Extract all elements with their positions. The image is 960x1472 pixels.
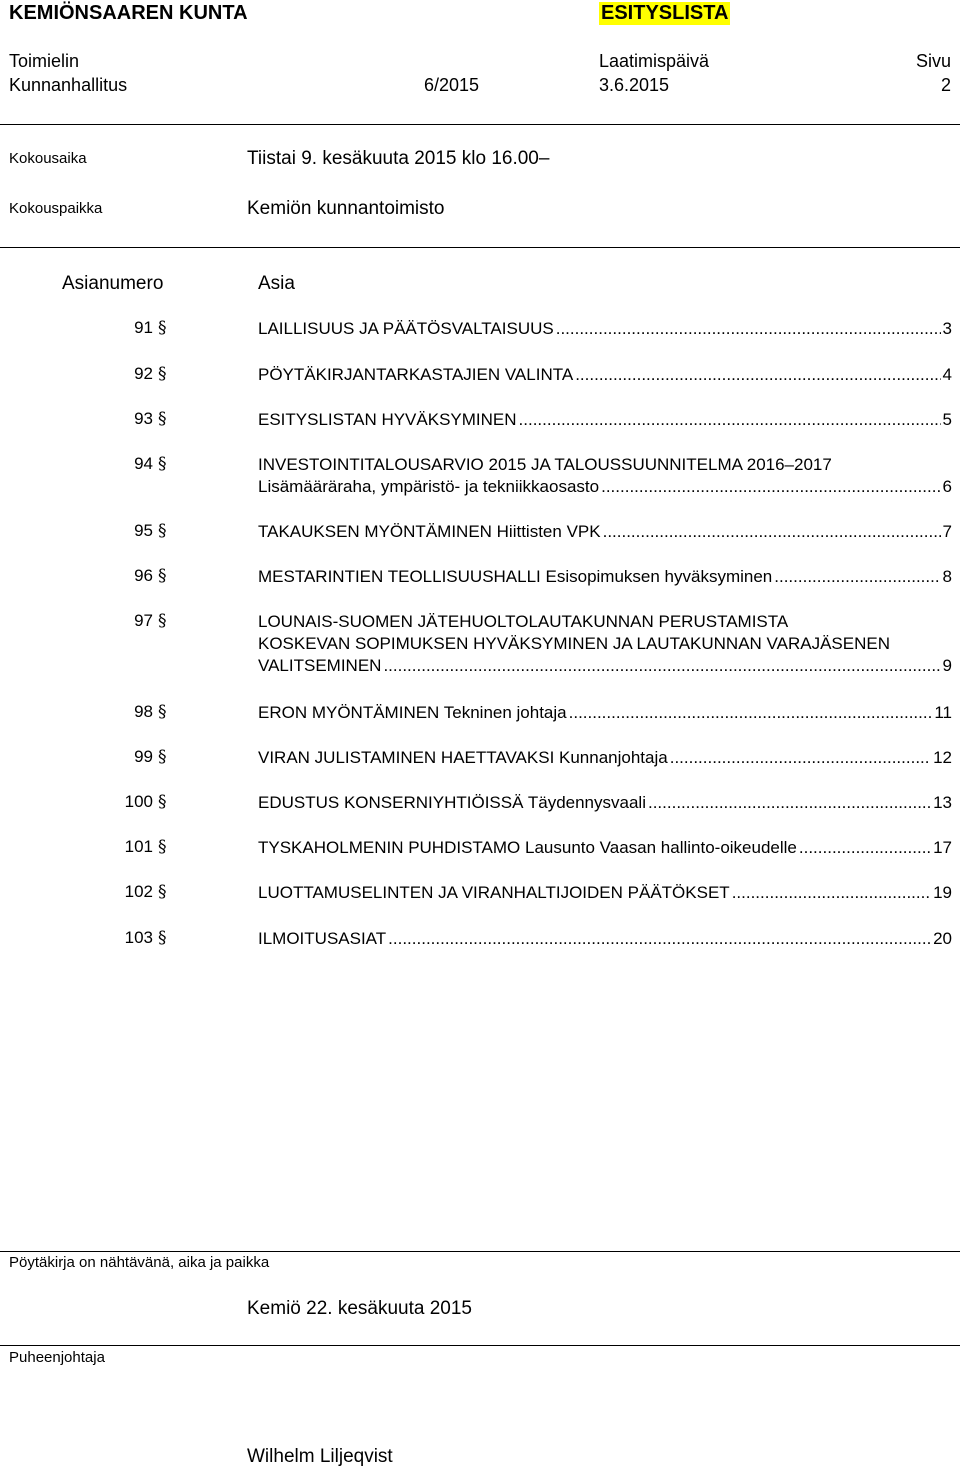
dot-leader xyxy=(556,318,941,340)
agenda-item-title-text: TYSKAHOLMENIN PUHDISTAMO Lausunto Vaasan hallinto-oikeudelle xyxy=(258,838,797,857)
agenda-item-page: 7 xyxy=(942,522,952,541)
section-symbol: § xyxy=(158,928,167,948)
section-symbol: § xyxy=(158,364,167,384)
dot-leader xyxy=(603,521,941,543)
dot-leader xyxy=(575,364,940,386)
agenda-item-title-text: LAILLISUUS JA PÄÄTÖSVALTAISUUS xyxy=(258,319,554,338)
agenda-item-number: 103 xyxy=(124,928,153,947)
agenda-item-title xyxy=(258,318,952,340)
organ-value: Kunnanhallitus xyxy=(9,75,128,95)
dot-leader xyxy=(799,837,931,859)
dot-leader xyxy=(519,409,941,431)
agenda-item-page: 13 xyxy=(933,793,952,812)
agenda-item-title-text: LUOTTAMUSELINTEN JA VIRANHALTIJOIDEN PÄÄTÖKSET xyxy=(258,883,730,902)
agenda-item-title-line xyxy=(258,837,952,859)
agenda-item-number: 97 xyxy=(134,611,153,630)
agenda-item-title xyxy=(258,702,952,724)
section-symbol: § xyxy=(158,454,167,474)
agenda-item-number: 102 xyxy=(124,882,153,901)
agenda-item-title-text: Lisämääräraha, ympäristö- ja tekniikkaosasto xyxy=(258,477,600,496)
agenda-item-title xyxy=(258,747,952,769)
agenda-item-title-line xyxy=(258,792,952,814)
agenda-item-title xyxy=(258,928,952,950)
agenda-item-title-line xyxy=(258,318,952,340)
agenda-item-title-line: LOUNAIS-SUOMEN JÄTEHUOLTOLAUTAKUNNAN PERUSTAMISTA xyxy=(258,612,789,631)
agenda-item-page: 17 xyxy=(933,838,952,857)
agenda-item-title-line xyxy=(258,747,952,769)
agenda-item-page: 3 xyxy=(942,319,952,338)
agenda-item-page: 19 xyxy=(933,883,952,902)
header-divider xyxy=(0,124,960,125)
agenda-item-title-line: KOSKEVAN SOPIMUKSEN HYVÄKSYMINEN JA LAUTAKUNNAN VARAJÄSENEN xyxy=(258,634,890,653)
agenda-item-title-text: EDUSTUS KONSERNIYHTIÖISSÄ Täydennysvaali xyxy=(258,793,646,812)
section-symbol: § xyxy=(158,702,167,722)
minutes-availability-label: Pöytäkirja on nähtävänä, aika ja paikka xyxy=(9,1254,270,1271)
agenda-item-number: 91 xyxy=(134,318,153,337)
agenda-item-number: 98 xyxy=(134,702,153,721)
toc-heading-subject: Asia xyxy=(258,273,295,294)
agenda-item-title-text: VIRAN JULISTAMINEN HAETTAVAKSI Kunnanjohtaja xyxy=(258,748,668,767)
date-value: 3.6.2015 xyxy=(599,75,670,95)
agenda-item-title-line xyxy=(258,702,952,724)
section-symbol: § xyxy=(158,882,167,902)
dot-leader xyxy=(601,476,940,498)
agenda-item-number: 100 xyxy=(124,792,153,811)
section-symbol: § xyxy=(158,792,167,812)
section-symbol: § xyxy=(158,611,167,631)
document-type-badge: ESITYSLISTA xyxy=(601,2,729,24)
section-symbol: § xyxy=(158,409,167,429)
dot-leader xyxy=(774,566,940,588)
dot-leader xyxy=(648,792,931,814)
agenda-item-title-line: INVESTOINTITALOUSARVIO 2015 JA TALOUSSUUNNITELMA 2016–2017 xyxy=(258,455,832,474)
page-label: Sivu xyxy=(915,51,951,71)
agenda-item-title xyxy=(258,837,952,859)
agenda-item-title xyxy=(258,364,952,386)
agenda-item-title-line xyxy=(258,409,952,431)
footer-divider-chair xyxy=(0,1345,960,1346)
agenda-item-number: 101 xyxy=(124,837,153,856)
footer-divider-top xyxy=(0,1251,960,1252)
agenda-item-title-text: TAKAUKSEN MYÖNTÄMINEN Hiittisten VPK xyxy=(258,522,601,541)
meeting-time-label: Kokousaika xyxy=(9,150,87,167)
meeting-place-value: Kemiön kunnantoimisto xyxy=(247,198,445,219)
date-label: Laatimispäivä xyxy=(599,51,710,71)
meeting-divider xyxy=(0,247,960,248)
section-symbol: § xyxy=(158,747,167,767)
agenda-item-number: 99 xyxy=(134,747,153,766)
dot-leader xyxy=(670,747,931,769)
agenda-item-title xyxy=(258,409,952,431)
agenda-item-title-line xyxy=(258,655,952,677)
section-symbol: § xyxy=(158,566,167,586)
section-symbol: § xyxy=(158,521,167,541)
section-symbol: § xyxy=(158,318,167,338)
agenda-item-title xyxy=(258,566,952,588)
toc-heading-number: Asianumero xyxy=(62,273,164,294)
dot-leader xyxy=(569,702,933,724)
organization-name: KEMIÖNSAAREN KUNTA xyxy=(9,2,248,24)
section-symbol: § xyxy=(158,837,167,857)
agenda-item-page: 8 xyxy=(942,567,952,586)
page-value: 2 xyxy=(940,75,951,95)
agenda-item-page: 11 xyxy=(934,703,952,722)
agenda-item-title xyxy=(258,521,952,543)
agenda-item-title xyxy=(258,611,952,677)
dot-leader xyxy=(383,655,940,677)
agenda-item-title-text: ILMOITUSASIAT xyxy=(258,929,387,948)
agenda-item-page: 20 xyxy=(933,929,952,948)
agenda-item-title xyxy=(258,454,952,498)
agenda-item-title-line xyxy=(258,566,952,588)
agenda-item-page: 12 xyxy=(933,748,952,767)
minutes-availability-value: Kemiö 22. kesäkuuta 2015 xyxy=(247,1298,472,1319)
agenda-item-title-line xyxy=(258,521,952,543)
agenda-item-page: 4 xyxy=(942,365,952,384)
agenda-item-number: 93 xyxy=(134,409,153,428)
agenda-item-number: 96 xyxy=(134,566,153,585)
agenda-item-page: 6 xyxy=(942,477,952,496)
meeting-number: 6/2015 xyxy=(424,75,480,95)
agenda-item-number: 95 xyxy=(134,521,153,540)
agenda-item-title-text: PÖYTÄKIRJANTARKASTAJIEN VALINTA xyxy=(258,365,574,384)
agenda-item-title-line xyxy=(258,928,952,950)
agenda-item-title xyxy=(258,882,952,904)
meeting-time-value: Tiistai 9. kesäkuuta 2015 klo 16.00– xyxy=(247,148,550,169)
agenda-item-title xyxy=(258,792,952,814)
agenda-item-title-text: ERON MYÖNTÄMINEN Tekninen johtaja xyxy=(258,703,567,722)
agenda-item-title-line xyxy=(258,882,952,904)
agenda-item-page: 5 xyxy=(942,410,952,429)
chair-label: Puheenjohtaja xyxy=(9,1349,105,1366)
agenda-item-title-text: MESTARINTIEN TEOLLISUUSHALLI Esisopimuksen hyväksyminen xyxy=(258,567,773,586)
agenda-item-number: 94 xyxy=(134,454,153,473)
meeting-place-label: Kokouspaikka xyxy=(9,200,103,217)
agenda-item-page: 9 xyxy=(942,656,952,675)
organ-label: Toimielin xyxy=(9,51,80,71)
agenda-item-title-line xyxy=(258,476,952,498)
agenda-item-number: 92 xyxy=(134,364,153,383)
agenda-item-title-text: ESITYSLISTAN HYVÄKSYMINEN xyxy=(258,410,517,429)
chair-name: Wilhelm Liljeqvist xyxy=(247,1446,393,1467)
agenda-item-title-text: VALITSEMINEN xyxy=(258,656,382,675)
dot-leader xyxy=(732,882,931,904)
agenda-item-title-line xyxy=(258,364,952,386)
dot-leader xyxy=(388,928,931,950)
